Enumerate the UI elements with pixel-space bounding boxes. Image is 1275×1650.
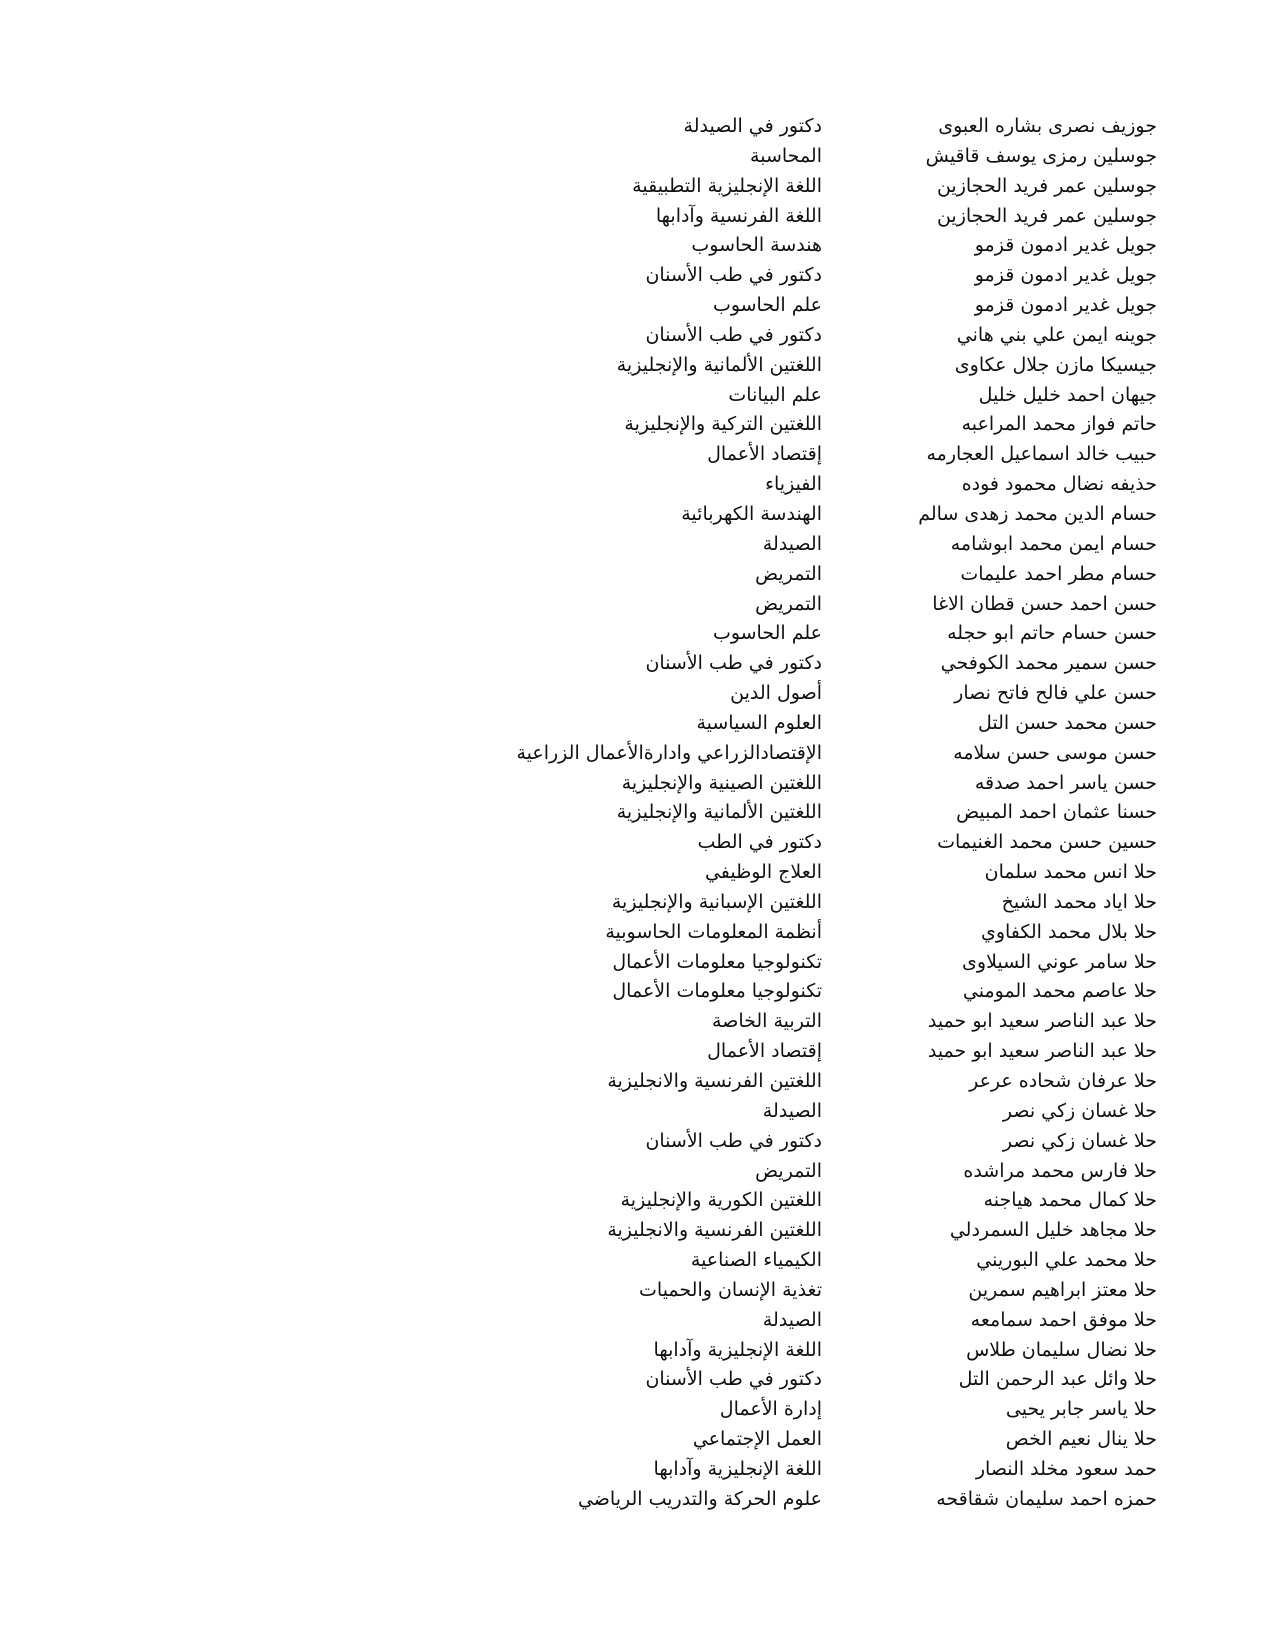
- student-name: جويل غدير ادمون قزمو: [974, 234, 1157, 257]
- list-row: [0, 321, 1275, 351]
- list-row: [0, 977, 1275, 1007]
- list-row: [0, 530, 1275, 560]
- student-name: جيسيكا مازن جلال عكاوى: [954, 353, 1157, 376]
- student-major: الصيدلة: [762, 1099, 822, 1122]
- student-major: علم الحاسوب: [712, 622, 822, 645]
- student-name: حلا غسان زكي نصر: [1002, 1129, 1157, 1152]
- list-row: [0, 1485, 1275, 1515]
- list-row: [0, 410, 1275, 440]
- list-row: [0, 351, 1275, 381]
- student-name: حسن احمد حسن قطان الاغا: [932, 592, 1157, 615]
- student-major-list: [0, 112, 1275, 1515]
- list-row: [0, 1037, 1275, 1067]
- student-name: حلا فارس محمد مراشده: [963, 1159, 1157, 1182]
- student-major: اللغتين الألمانية والإنجليزية: [616, 353, 822, 376]
- list-row: [0, 1216, 1275, 1246]
- student-name: حسن ياسر احمد صدقه: [974, 771, 1157, 794]
- student-major: التمريض: [755, 1159, 822, 1182]
- list-row: [0, 858, 1275, 888]
- list-row: [0, 828, 1275, 858]
- list-row: [0, 1067, 1275, 1097]
- student-name: حسام الدين محمد زهدى سالم: [918, 502, 1157, 525]
- list-row: [0, 231, 1275, 261]
- student-major: الفيزياء: [765, 473, 822, 496]
- student-name: حلا ياسر جابر يحيى: [1005, 1398, 1157, 1421]
- list-row: [0, 649, 1275, 679]
- student-major: أنظمة المعلومات الحاسوبية: [605, 920, 822, 943]
- list-row: [0, 1157, 1275, 1187]
- list-row: [0, 1365, 1275, 1395]
- student-major: دكتور في الطب: [697, 831, 822, 854]
- list-row: [0, 1336, 1275, 1366]
- student-major: اللغة الإنجليزية وآدابها: [653, 1457, 822, 1480]
- list-row: [0, 918, 1275, 948]
- student-name: حبيب خالد اسماعيل العجارمه: [926, 443, 1157, 466]
- student-major: اللغة الفرنسية وآدابها: [655, 204, 822, 227]
- student-name: حسن سمير محمد الكوفحي: [940, 652, 1157, 675]
- list-row: [0, 948, 1275, 978]
- list-row: [0, 381, 1275, 411]
- student-name: حاتم فواز محمد المراعبه: [961, 413, 1157, 436]
- student-major: أصول الدين: [730, 682, 822, 705]
- list-row: [0, 1306, 1275, 1336]
- list-row: [0, 1276, 1275, 1306]
- student-major: دكتور في طب الأسنان: [645, 1129, 822, 1152]
- student-name: حلا سامر عوني السيلاوى: [962, 950, 1157, 973]
- list-row: [0, 619, 1275, 649]
- student-major: الهندسة الكهربائية: [681, 502, 822, 525]
- student-name: حلا اياد محمد الشيخ: [1001, 890, 1157, 913]
- student-major: دكتور في طب الأسنان: [645, 652, 822, 675]
- student-major: التمريض: [755, 592, 822, 615]
- list-row: [0, 1127, 1275, 1157]
- student-major: العلاج الوظيفي: [704, 861, 822, 884]
- student-name: حلا عبد الناصر سعيد ابو حميد: [927, 1010, 1157, 1033]
- list-row: [0, 500, 1275, 530]
- student-major: هندسة الحاسوب: [691, 234, 822, 257]
- student-major: تغذية الإنسان والحميات: [639, 1278, 822, 1301]
- student-major: اللغتين الفرنسية والانجليزية: [607, 1219, 822, 1242]
- student-major: اللغتين الألمانية والإنجليزية: [616, 801, 822, 824]
- student-major: دكتور في طب الأسنان: [645, 323, 822, 346]
- student-major: دكتور في الصيدلة: [683, 115, 822, 137]
- student-name: جويل غدير ادمون قزمو: [974, 264, 1157, 287]
- student-major: تكنولوجيا معلومات الأعمال: [612, 980, 822, 1003]
- student-name: حلا محمد علي البوريني: [976, 1249, 1157, 1272]
- student-major: دكتور في طب الأسنان: [645, 1368, 822, 1391]
- student-major: إقتصاد الأعمال: [707, 443, 822, 466]
- student-name: حلا عرفان شحاده عرعر: [969, 1070, 1157, 1092]
- student-name: حسام ايمن محمد ابوشامه: [950, 532, 1157, 555]
- student-major: الكيمياء الصناعية: [690, 1249, 822, 1272]
- student-name: حلا ينال نعيم الخص: [1005, 1428, 1157, 1451]
- list-row: [0, 1007, 1275, 1037]
- list-row: [0, 888, 1275, 918]
- student-name: حسن محمد حسن التل: [977, 711, 1157, 734]
- list-row: [0, 291, 1275, 321]
- list-row: [0, 739, 1275, 769]
- student-name: جويل غدير ادمون قزمو: [974, 294, 1157, 317]
- student-major: اللغتين الإسبانية والإنجليزية: [611, 890, 822, 913]
- student-major: الإقتصادالزراعي وادارةالأعمال الزراعية: [516, 741, 822, 764]
- list-row: [0, 1246, 1275, 1276]
- student-name: حسنا عثمان احمد المبيض: [956, 801, 1157, 824]
- student-major: المحاسبة: [750, 144, 822, 167]
- student-major: دكتور في طب الأسنان: [645, 264, 822, 287]
- student-name: حسن حسام حاتم ابو حجله: [947, 622, 1157, 645]
- student-name: حمزه احمد سليمان شقاقحه: [936, 1487, 1157, 1510]
- student-name: حلا مجاهد خليل السمردلي: [949, 1219, 1157, 1242]
- list-row: [0, 1097, 1275, 1127]
- student-name: حلا غسان زكي نصر: [1002, 1099, 1157, 1122]
- student-major: علم البيانات: [728, 383, 822, 406]
- list-row: [0, 679, 1275, 709]
- student-major: إقتصاد الأعمال: [707, 1040, 822, 1063]
- list-row: [0, 709, 1275, 739]
- student-name: حسام مطر احمد عليمات: [960, 562, 1157, 585]
- student-name: جيهان احمد خليل خليل: [978, 383, 1157, 406]
- student-major: التمريض: [755, 562, 822, 585]
- student-name: جوسلين عمر فريد الحجازين: [936, 204, 1157, 227]
- student-major: العلوم السياسية: [696, 711, 822, 734]
- student-major: علم الحاسوب: [712, 294, 822, 317]
- student-major: علوم الحركة والتدريب الرياضي: [577, 1487, 822, 1510]
- list-row: [0, 1455, 1275, 1485]
- student-name: جوزيف نصرى بشاره العبوى: [938, 115, 1157, 137]
- student-name: جوسلين رمزى يوسف قاقيش: [925, 144, 1157, 167]
- student-major: التربية الخاصة: [712, 1010, 822, 1033]
- student-major: الصيدلة: [762, 1308, 822, 1331]
- list-row: [0, 1395, 1275, 1425]
- list-row: [0, 172, 1275, 202]
- student-major: إدارة الأعمال: [719, 1398, 822, 1421]
- student-major: اللغتين الكورية والإنجليزية: [620, 1189, 822, 1212]
- list-row: [0, 560, 1275, 590]
- student-name: حلا عاصم محمد المومني: [962, 980, 1157, 1003]
- student-name: حسن موسى حسن سلامه: [953, 741, 1157, 764]
- student-major: اللغتين الصينية والإنجليزية: [621, 771, 822, 794]
- student-major: العمل الإجتماعي: [692, 1428, 822, 1451]
- list-row: [0, 1186, 1275, 1216]
- student-name: جوينه ايمن علي بني هاني: [956, 323, 1157, 346]
- student-major: تكنولوجيا معلومات الأعمال: [612, 950, 822, 973]
- student-name: حلا وائل عبد الرحمن التل: [958, 1368, 1157, 1391]
- list-row: [0, 142, 1275, 172]
- list-row: [0, 590, 1275, 620]
- list-row: [0, 202, 1275, 232]
- student-major: اللغتين الفرنسية والانجليزية: [607, 1070, 822, 1092]
- student-name: حلا بلال محمد الكفاوي: [980, 920, 1157, 943]
- list-row: [0, 1425, 1275, 1455]
- student-name: حذيفه نضال محمود فوده: [961, 473, 1157, 496]
- student-name: حلا موفق احمد سمامعه: [970, 1308, 1157, 1331]
- student-name: حلا معتز ابراهيم سمرين: [968, 1278, 1157, 1301]
- list-row: [0, 261, 1275, 291]
- list-row: [0, 470, 1275, 500]
- student-major: الصيدلة: [762, 532, 822, 555]
- student-name: حسين حسن محمد الغنيمات: [937, 831, 1157, 854]
- list-row: [0, 798, 1275, 828]
- student-major: اللغتين التركية والإنجليزية: [624, 413, 822, 436]
- list-row: [0, 112, 1275, 142]
- student-name: حلا انس محمد سلمان: [984, 861, 1157, 884]
- student-name: حمد سعود مخلد النصار: [975, 1457, 1157, 1480]
- list-row: [0, 769, 1275, 799]
- student-major: اللغة الإنجليزية وآدابها: [653, 1338, 822, 1361]
- student-major: اللغة الإنجليزية التطبيقية: [632, 174, 822, 197]
- student-name: حلا عبد الناصر سعيد ابو حميد: [927, 1040, 1157, 1063]
- student-name: حسن علي فالح فاتح نصار: [954, 682, 1157, 705]
- student-name: جوسلين عمر فريد الحجازين: [936, 174, 1157, 197]
- student-name: حلا نضال سليمان طلاس: [966, 1338, 1157, 1361]
- list-row: [0, 440, 1275, 470]
- student-name: حلا كمال محمد هياجنه: [983, 1189, 1157, 1212]
